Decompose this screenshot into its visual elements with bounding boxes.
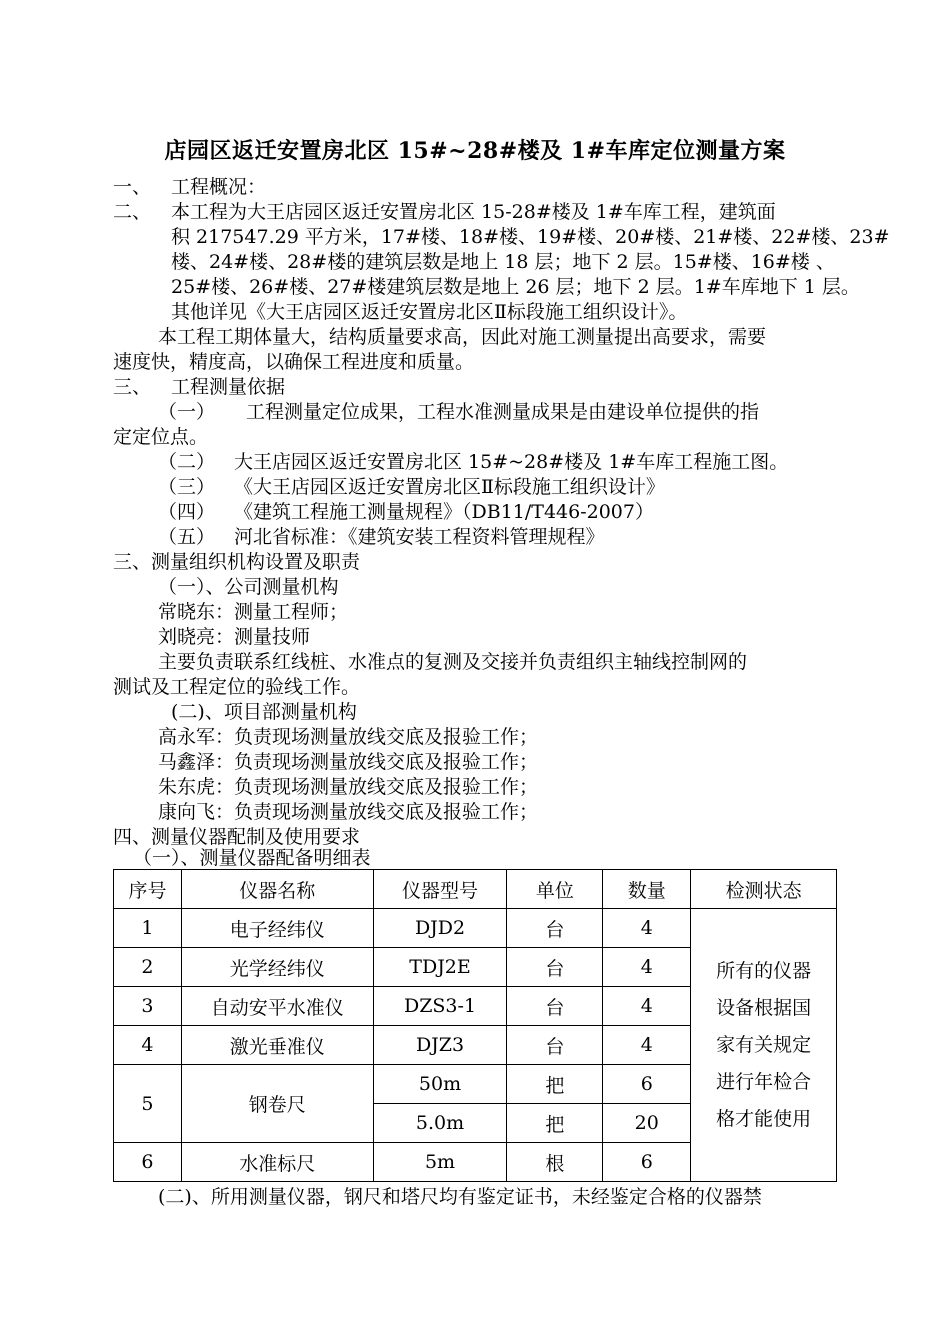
section-2-text-1: 本工程为大王店园区返迁安置房北区 15-28#楼及 1#车库工程，建筑面 — [171, 201, 776, 223]
company-duty-line-2: 测试及工程定位的验线工作。 — [113, 676, 361, 698]
cell-status — [691, 909, 837, 1182]
cell-model: DJD2 — [373, 909, 507, 948]
basis-item-1 — [158, 400, 759, 425]
cell-qty: 4 — [603, 909, 691, 948]
cell-name: 钢卷尺 — [181, 1065, 373, 1143]
project-person-4: 康向飞：负责现场测量放线交底及报验工作； — [158, 801, 539, 823]
basis-5-text: 河北省标准：《建筑安装工程资料管理规程》 — [234, 526, 605, 548]
status-line-4: 进行年检合 — [716, 1070, 812, 1093]
page-title: 店园区返迁安置房北区 15#~28#楼及 1#车库定位测量方案 — [164, 138, 786, 164]
basis-1-number: （一） — [158, 401, 216, 423]
section-4-heading: 四、测量仪器配制及使用要求 — [113, 826, 361, 848]
project-person-3: 朱东虎：负责现场测量放线交底及报验工作； — [158, 776, 539, 798]
cell-model: 50m — [373, 1065, 507, 1104]
cell-unit: 台 — [507, 909, 603, 948]
cell-unit: 把 — [507, 1065, 603, 1104]
paragraph-1-line-1: 本工程工期体量大，结构质量要求高，因此对施工测量提出高要求，需要 — [158, 326, 767, 348]
cell-model: DJZ3 — [373, 1026, 507, 1065]
section-2-line-1 — [113, 200, 776, 225]
cell-unit: 台 — [507, 1026, 603, 1065]
basis-2-number: （二） — [158, 451, 216, 473]
company-person-2: 刘晓亮：测量技师 — [158, 626, 311, 648]
section-1-text: 工程概况： — [171, 176, 267, 198]
header-model: 仪器型号 — [373, 870, 507, 909]
cell-model: 5m — [373, 1143, 507, 1182]
basis-2-text: 大王店园区返迁安置房北区 15#~28#楼及 1#车库工程施工图。 — [234, 451, 789, 473]
basis-3-text: 《大王店园区返迁安置房北区Ⅱ标段施工组织设计》 — [234, 476, 665, 498]
cell-unit: 台 — [507, 948, 603, 987]
section-2-line-5: 其他详见《大王店园区返迁安置房北区Ⅱ标段施工组织设计》。 — [171, 301, 688, 323]
section-3-number: 三、 — [113, 376, 152, 398]
basis-item-2 — [158, 450, 788, 475]
section-2-line-2: 积 217547.29 平方米，17#楼、18#楼、19#楼、20#楼、21#楼、22#楼、23# — [171, 226, 890, 248]
cell-model: DZS3-1 — [373, 987, 507, 1026]
cell-no: 1 — [114, 909, 182, 948]
section-2-line-3: 楼、24#楼、28#楼的建筑层数是地上 18 层；地下 2 层。15#楼、16#楼 、 — [171, 251, 835, 273]
basis-5-number: （五） — [158, 526, 216, 548]
cell-model: TDJ2E — [373, 948, 507, 987]
cell-no: 6 — [114, 1143, 182, 1182]
cell-name: 自动安平水准仪 — [181, 987, 373, 1026]
status-line-3: 家有关规定 — [716, 1033, 812, 1056]
header-unit: 单位 — [507, 870, 603, 909]
section-3-text: 工程测量依据 — [171, 376, 286, 398]
basis-3-number: （三） — [158, 476, 216, 498]
section-3b-heading: 三、测量组织机构设置及职责 — [113, 551, 361, 573]
status-line-2: 设备根据国 — [716, 996, 812, 1019]
table-row — [114, 909, 837, 948]
instrument-table — [113, 869, 837, 1182]
last-line: (二)、所用测量仪器，钢尺和塔尺均有鉴定证书，未经鉴定合格的仪器禁 — [158, 1186, 762, 1208]
company-person-1: 常晓东：测量工程师； — [158, 601, 349, 623]
cell-unit: 根 — [507, 1143, 603, 1182]
company-heading: （一）、公司测量机构 — [158, 576, 339, 598]
cell-name: 光学经纬仪 — [181, 948, 373, 987]
cell-no: 5 — [114, 1065, 182, 1143]
section-1-number: 一、 — [113, 176, 152, 198]
cell-model: 5.0m — [373, 1104, 507, 1143]
section-3-heading — [113, 375, 285, 400]
status-line-5: 格才能使用 — [716, 1107, 812, 1130]
cell-no: 3 — [114, 987, 182, 1026]
table-header-row — [114, 870, 837, 909]
company-duty-line-1: 主要负责联系红线桩、水准点的复测及交接并负责组织主轴线控制网的 — [158, 651, 748, 673]
paragraph-1-line-2: 速度快，精度高，以确保工程进度和质量。 — [113, 351, 475, 373]
basis-4-number: （四） — [158, 501, 216, 523]
basis-1-text: 工程测量定位成果，工程水准测量成果是由建设单位提供的指 — [246, 401, 760, 423]
cell-name: 电子经纬仪 — [181, 909, 373, 948]
project-person-1: 高永军：负责现场测量放线交底及报验工作； — [158, 726, 539, 748]
cell-no: 4 — [114, 1026, 182, 1065]
basis-item-1-continued: 定定位点。 — [113, 426, 209, 448]
section-2-line-4: 25#楼、26#楼、27#楼建筑层数是地上 26 层；地下 2 层。1#车库地下 1 层。 — [171, 276, 860, 298]
cell-qty: 20 — [603, 1104, 691, 1143]
table-caption: （一）、测量仪器配备明细表 — [133, 847, 371, 869]
basis-4-text: 《建筑工程施工测量规程》（DB11/T446-2007） — [234, 501, 654, 523]
cell-qty: 4 — [603, 1026, 691, 1065]
basis-item-3 — [158, 475, 665, 500]
section-2-number: 二、 — [113, 201, 152, 223]
project-person-2: 马鑫泽：负责现场测量放线交底及报验工作； — [158, 751, 539, 773]
cell-no: 2 — [114, 948, 182, 987]
header-qty: 数量 — [603, 870, 691, 909]
section-1-heading — [113, 175, 266, 200]
basis-item-5 — [158, 525, 605, 550]
header-no: 序号 — [114, 870, 182, 909]
cell-unit: 把 — [507, 1104, 603, 1143]
cell-name: 激光垂准仪 — [181, 1026, 373, 1065]
cell-qty: 6 — [603, 1065, 691, 1104]
header-name: 仪器名称 — [181, 870, 373, 909]
status-line-1: 所有的仪器 — [716, 959, 812, 982]
basis-item-4 — [158, 500, 654, 525]
cell-name: 水准标尺 — [181, 1143, 373, 1182]
header-status: 检测状态 — [691, 870, 837, 909]
cell-unit: 台 — [507, 987, 603, 1026]
cell-qty: 6 — [603, 1143, 691, 1182]
project-heading: (二)、项目部测量机构 — [171, 701, 357, 723]
cell-qty: 4 — [603, 987, 691, 1026]
cell-qty: 4 — [603, 948, 691, 987]
